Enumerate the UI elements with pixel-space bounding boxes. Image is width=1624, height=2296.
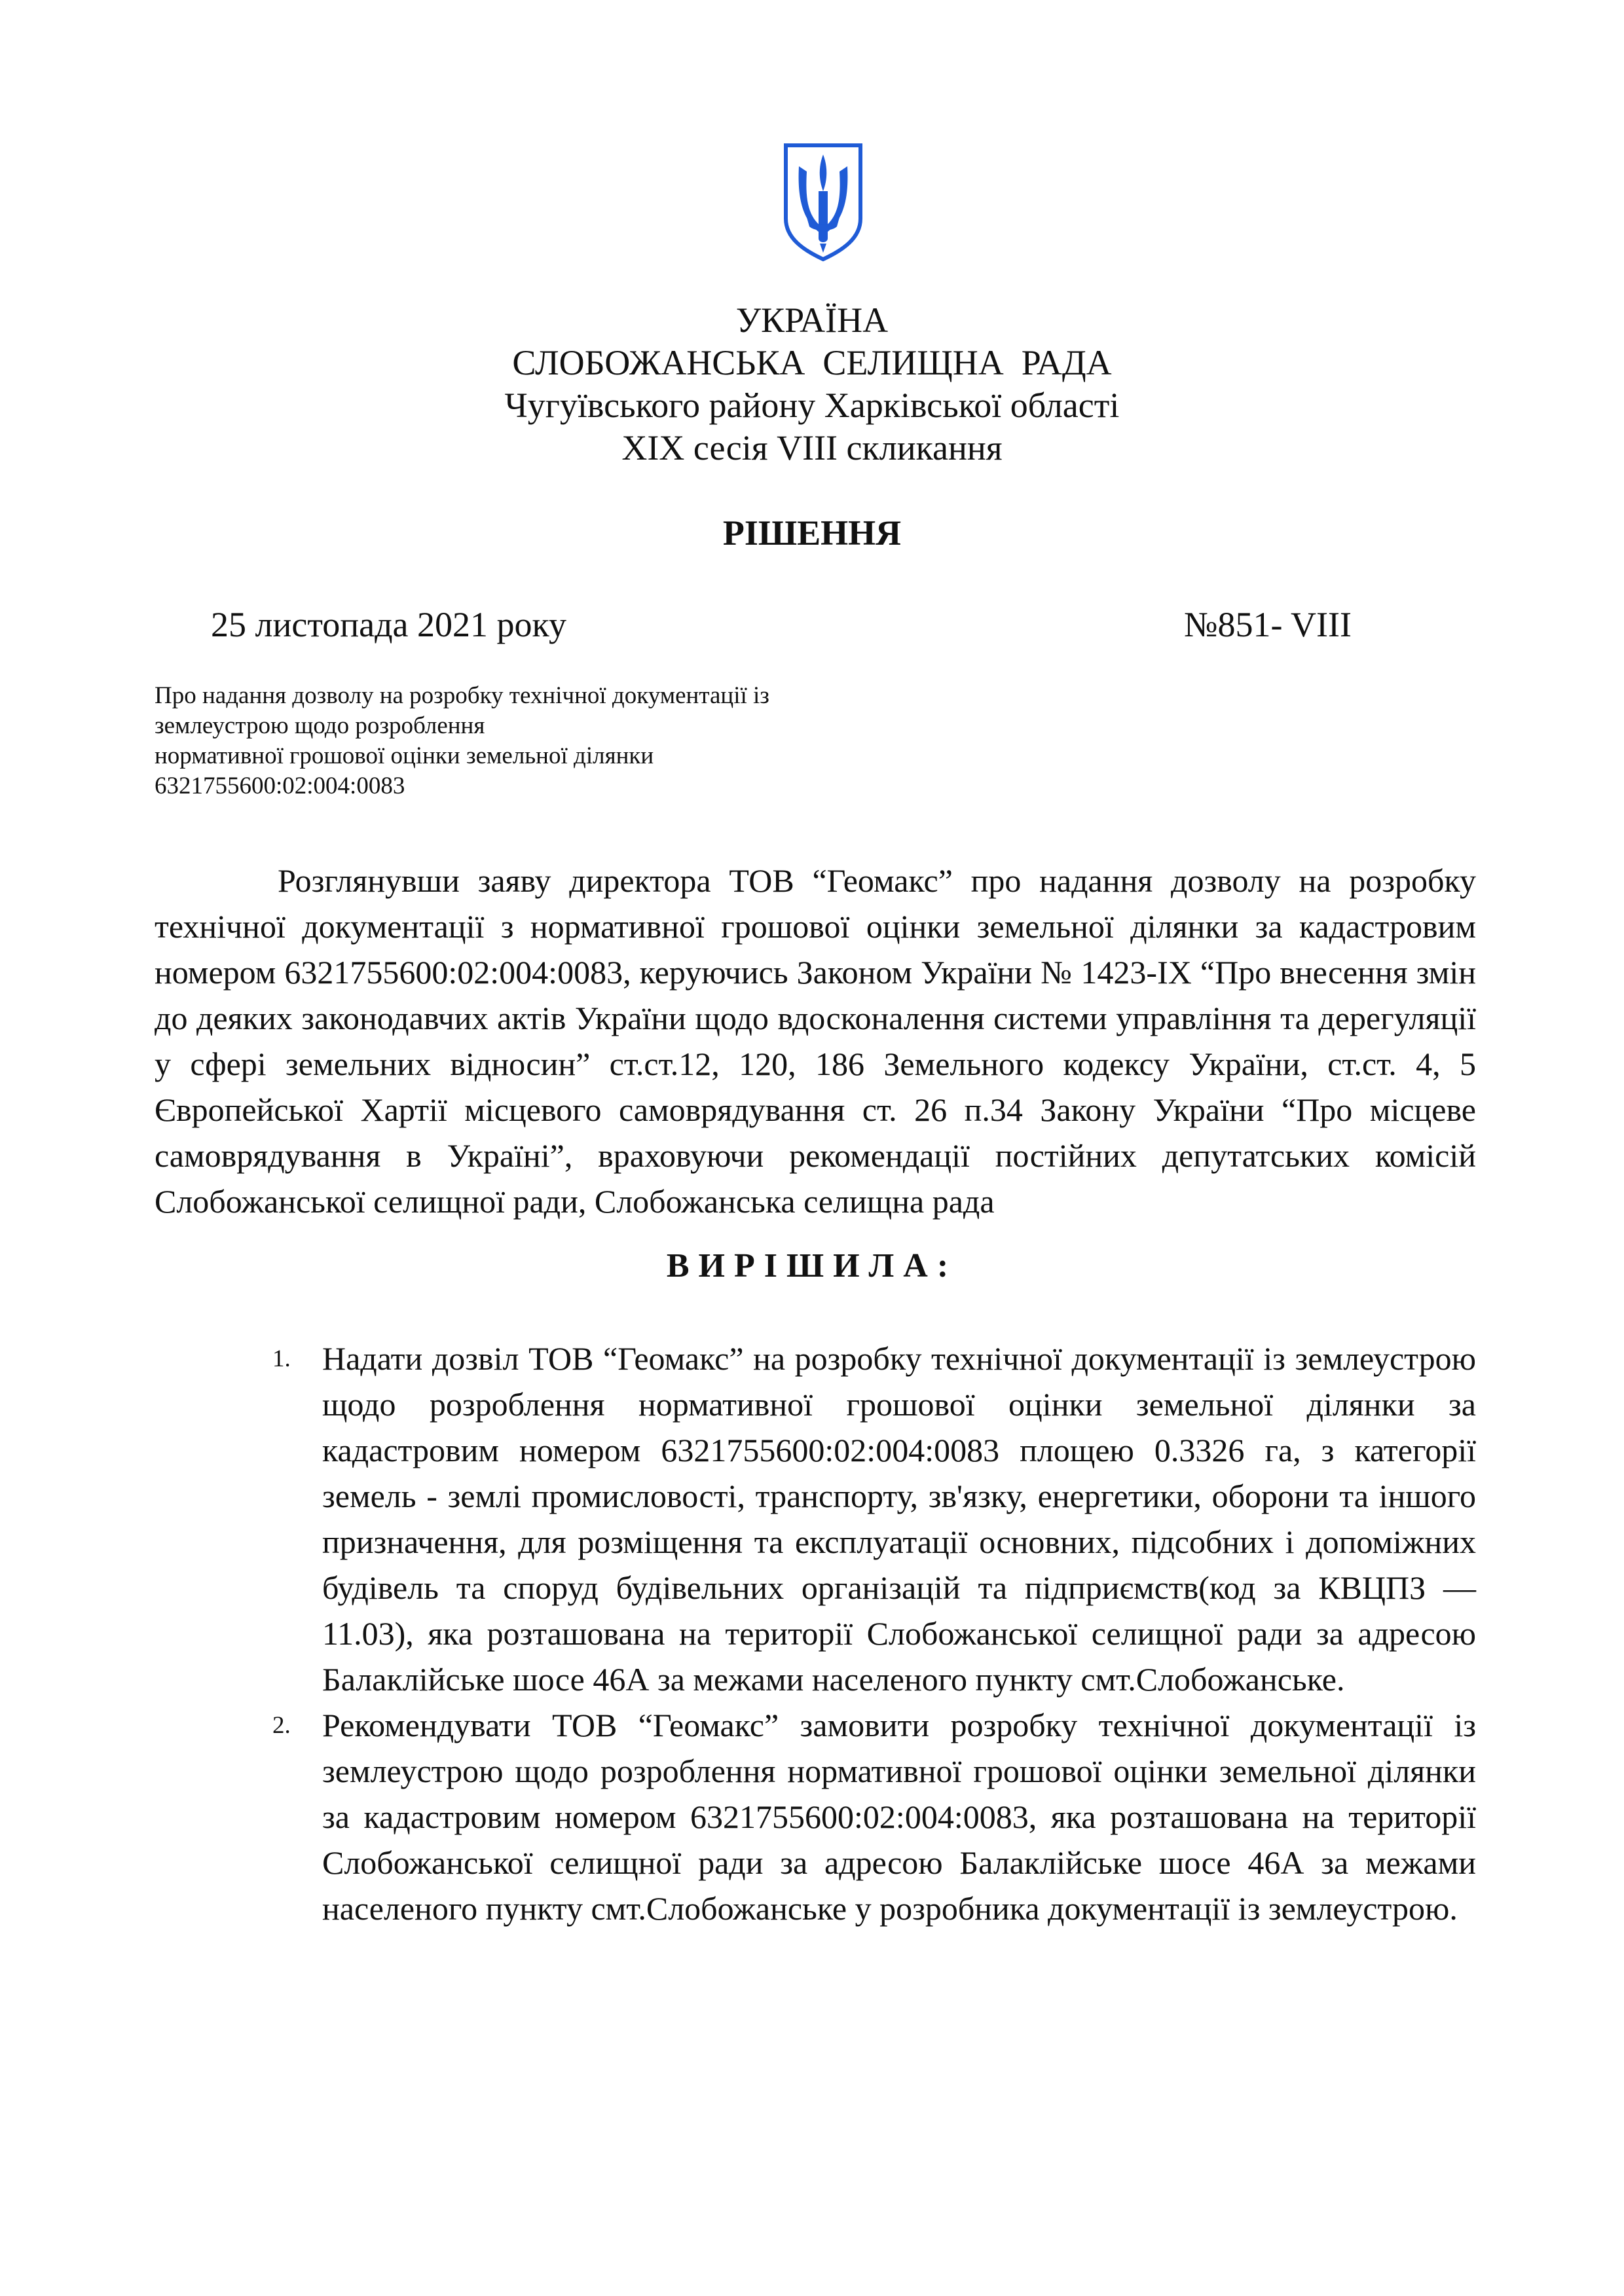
decision-number: 1.: [272, 1345, 291, 1372]
country-name: УКРАЇНА: [735, 301, 889, 340]
subject-line: Про надання дозволу на розробку технічної документації із: [155, 682, 769, 709]
document-date: 25 листопада 2021 року: [211, 605, 566, 644]
resolved-heading: ВИРІШИЛА:: [666, 1247, 958, 1285]
subject-line: 6321755600:02:004:0083: [155, 773, 405, 799]
preamble-paragraph: Розглянувши заяву директора ТОВ “Геомакс” про надання дозволу на розробку технічної документації з нормативної грошової оцінки земельної ділянки за кадастровим номером 6321755600:02:004:0083, керуючись Законом України № 1423-IX “Про внесення змін до деяких законодавчих актів України щодо вдосконалення системи управління та дерегуляції у сфері земельних відносин” ст.ст.12, 120, 186 Земельного кодексу України, ст.ст. 4, 5 Європейської Хартії місцевого самоврядування ст. 26 п.34 Закону України “Про місцеве самоврядування в Україні”, враховуючи рекомендації постійних депутатських комісій Слобожанської селищної ради, Слобожанська селищна рада: [155, 862, 1476, 1220]
decision-text: Рекомендувати ТОВ “Геомакс” замовити розробку технічної документації із землеустрою щодо розроблення нормативної грошової оцінки земельної ділянки за кадастровим номером 6321755600:02:004:0083, яка розташована на території Слобожанської селищної ради за адресою Балаклійське шосе 46А за межами населеного пункту смт.Слобожанське у розробника документації із землеустрою.: [322, 1707, 1476, 1927]
document-subject: [155, 681, 1006, 801]
document-number: №851- VIII: [1184, 605, 1352, 644]
decisions-list: [155, 1336, 1476, 1931]
coat-of-arms-trident-icon: [781, 140, 866, 264]
decision-text: Надати дозвіл ТОВ “Геомакс” на розробку технічної документації із землеустрою щодо розроблення нормативної грошової оцінки земельної ділянки за кадастровим номером 6321755600:02:004:0083 площею 0.3326 га, з категорії земель - землі промисловості, транспорту, зв'язку, енергетики, оборони та іншого призначення, для розміщення та експлуатації основних, підсобних і допоміжних будівель та споруд будівельних організацій та підприємств(код за КВЦПЗ — 11.03), яка розташована на території Слобожанської селищної ради за адресою Балаклійське шосе 46А за межами населеного пункту смт.Слобожанське.: [322, 1340, 1476, 1698]
region-name: Чугуївського району Харківської області: [504, 386, 1120, 425]
subject-line: землеустрою щодо розроблення: [155, 712, 485, 739]
subject-line: нормативної грошової оцінки земельної ділянки: [155, 742, 654, 769]
decision-item: [155, 1702, 1476, 1931]
decision-item: [155, 1336, 1476, 1702]
session-name: XIX сесія VIII скликання: [621, 428, 1003, 467]
document-title: РІШЕННЯ: [722, 513, 902, 553]
council-name: СЛОБОЖАНСЬКА СЕЛИЩНА РАДА: [512, 343, 1112, 382]
decision-number: 2.: [272, 1712, 291, 1739]
